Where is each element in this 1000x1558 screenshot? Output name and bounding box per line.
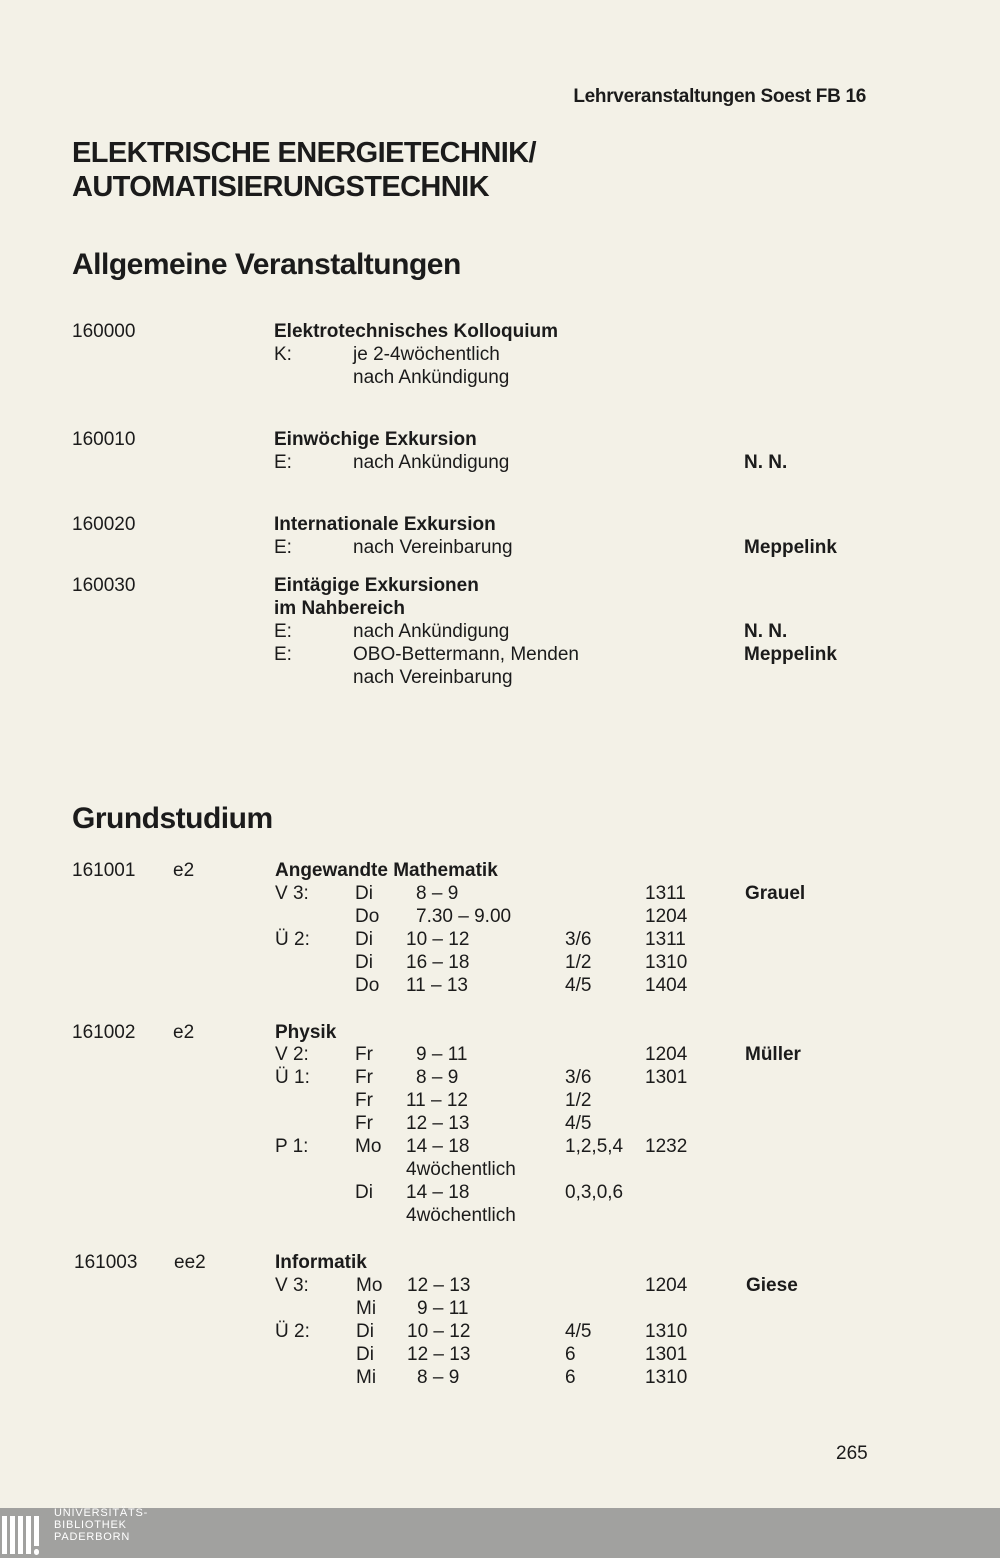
schedule-group: 6 [565, 1367, 576, 1388]
course-schedule: nach Vereinbarung [353, 667, 513, 688]
course-schedule: je 2-4wöchentlich [353, 344, 500, 365]
course-lecturer: Meppelink [744, 537, 837, 558]
schedule-room: 1311 [645, 929, 686, 950]
schedule-kind: V 2: [275, 1044, 309, 1065]
course-lecturer: Müller [745, 1044, 801, 1065]
schedule-time: 8 – 9 [416, 1067, 459, 1088]
schedule-day: Mi [356, 1367, 377, 1388]
course-semester: e2 [173, 1022, 195, 1043]
schedule-kind: Ü 2: [275, 929, 310, 950]
schedule-group: 3/6 [565, 929, 592, 950]
schedule-room: 1311 [645, 883, 686, 904]
schedule-group: 4/5 [565, 1321, 592, 1342]
course-title: Informatik [275, 1252, 367, 1273]
schedule-kind: V 3: [275, 883, 309, 904]
page-title [72, 136, 536, 204]
course-semester: ee2 [174, 1252, 206, 1273]
schedule-room: 1310 [645, 1367, 688, 1388]
course-schedule: nach Ankündigung [353, 621, 510, 642]
course-lecturer: N. N. [744, 621, 788, 642]
schedule-time: 7.30 – 9.00 [416, 906, 512, 927]
schedule-group: 1/2 [565, 952, 592, 973]
schedule-day: Di [355, 1182, 373, 1203]
schedule-time: 12 – 13 [406, 1113, 470, 1134]
schedule-time: 12 – 13 [407, 1275, 471, 1296]
course-number: 160030 [72, 575, 136, 596]
course-lecturer: Meppelink [744, 644, 837, 665]
schedule-time: 11 – 12 [406, 1090, 468, 1111]
schedule-time: 12 – 13 [407, 1344, 471, 1365]
course-lecturer: N. N. [744, 452, 788, 473]
section-title-allgemeine: Allgemeine Veranstaltungen [72, 248, 461, 281]
page-title-line-2: AUTOMATISIERUNGSTECHNIK [72, 171, 489, 203]
schedule-day: Fr [355, 1067, 373, 1088]
course-type: K: [274, 344, 292, 365]
schedule-day: Do [355, 975, 380, 996]
schedule-day: Fr [355, 1113, 373, 1134]
course-schedule: nach Vereinbarung [353, 537, 513, 558]
schedule-room: 1204 [645, 906, 688, 927]
page-title-line-1: ELEKTRISCHE ENERGIETECHNIK/ [72, 137, 536, 169]
course-type: E: [274, 452, 292, 473]
library-footer [0, 1508, 1000, 1558]
library-name-line: BIBLIOTHEK [54, 1519, 127, 1531]
schedule-day: Di [355, 883, 373, 904]
schedule-time: 14 – 18 [406, 1182, 470, 1203]
page-number: 265 [836, 1443, 868, 1464]
schedule-day: Di [355, 929, 373, 950]
schedule-time: 8 – 9 [417, 1367, 460, 1388]
course-number: 160020 [72, 514, 136, 535]
course-title: Einwöchige Exkursion [274, 429, 477, 450]
course-lecturer: Giese [746, 1275, 798, 1296]
running-head: Lehrveranstaltungen Soest FB 16 [573, 86, 866, 107]
schedule-room: 1204 [645, 1275, 688, 1296]
schedule-time: 11 – 13 [406, 975, 468, 996]
course-number: 161002 [72, 1022, 136, 1043]
schedule-day: Mo [356, 1275, 383, 1296]
schedule-room: 1232 [645, 1136, 688, 1157]
course-semester: e2 [173, 860, 195, 881]
schedule-time: 16 – 18 [406, 952, 470, 973]
schedule-day: Fr [355, 1090, 373, 1111]
schedule-note: 4wöchentlich [406, 1205, 516, 1226]
course-title: Angewandte Mathematik [275, 860, 498, 881]
schedule-day: Di [355, 952, 373, 973]
schedule-kind: V 3: [275, 1275, 309, 1296]
schedule-group: 4/5 [565, 975, 592, 996]
course-type: E: [274, 644, 292, 665]
schedule-day: Do [355, 906, 380, 927]
schedule-group: 0,3,0,6 [565, 1182, 624, 1203]
schedule-time: 10 – 12 [407, 1321, 471, 1342]
course-title: Physik [275, 1022, 337, 1043]
schedule-time: 9 – 11 [416, 1044, 468, 1065]
course-title: im Nahbereich [274, 598, 405, 619]
course-title: Elektrotechnisches Kolloquium [274, 321, 558, 342]
course-title: Internationale Exkursion [274, 514, 496, 535]
course-schedule: nach Ankündigung [353, 452, 510, 473]
schedule-day: Di [356, 1321, 374, 1342]
schedule-note: 4wöchentlich [406, 1159, 516, 1180]
library-name-line: UNIVERSITÄTS- [54, 1507, 149, 1519]
schedule-day: Fr [355, 1044, 373, 1065]
schedule-room: 1310 [645, 952, 688, 973]
course-number: 160010 [72, 429, 136, 450]
schedule-time: 10 – 12 [406, 929, 470, 950]
schedule-room: 1404 [645, 975, 688, 996]
library-name-line: PADERBORN [54, 1531, 131, 1543]
schedule-kind: Ü 2: [275, 1321, 310, 1342]
schedule-room: 1301 [645, 1067, 688, 1088]
section-title-grundstudium: Grundstudium [72, 802, 273, 835]
schedule-group: 1/2 [565, 1090, 592, 1111]
library-name [54, 1507, 148, 1543]
course-type: E: [274, 537, 292, 558]
course-type: E: [274, 621, 292, 642]
schedule-time: 8 – 9 [416, 883, 459, 904]
schedule-kind: P 1: [275, 1136, 309, 1157]
schedule-room: 1310 [645, 1321, 688, 1342]
schedule-day: Mo [355, 1136, 382, 1157]
course-lecturer: Grauel [745, 883, 806, 904]
schedule-time: 9 – 11 [417, 1298, 469, 1319]
schedule-room: 1204 [645, 1044, 688, 1065]
schedule-kind: Ü 1: [275, 1067, 310, 1088]
schedule-group: 4/5 [565, 1113, 592, 1134]
schedule-group: 1,2,5,4 [565, 1136, 624, 1157]
course-schedule: OBO-Bettermann, Menden [353, 644, 579, 665]
schedule-group: 6 [565, 1344, 576, 1365]
course-number: 160000 [72, 321, 136, 342]
schedule-room: 1301 [645, 1344, 688, 1365]
course-number: 161001 [72, 860, 136, 881]
schedule-day: Mi [356, 1298, 377, 1319]
schedule-time: 14 – 18 [406, 1136, 470, 1157]
course-title: Eintägige Exkursionen [274, 575, 479, 596]
schedule-day: Di [356, 1344, 374, 1365]
course-number: 161003 [74, 1252, 138, 1273]
schedule-group: 3/6 [565, 1067, 592, 1088]
course-schedule: nach Ankündigung [353, 367, 510, 388]
